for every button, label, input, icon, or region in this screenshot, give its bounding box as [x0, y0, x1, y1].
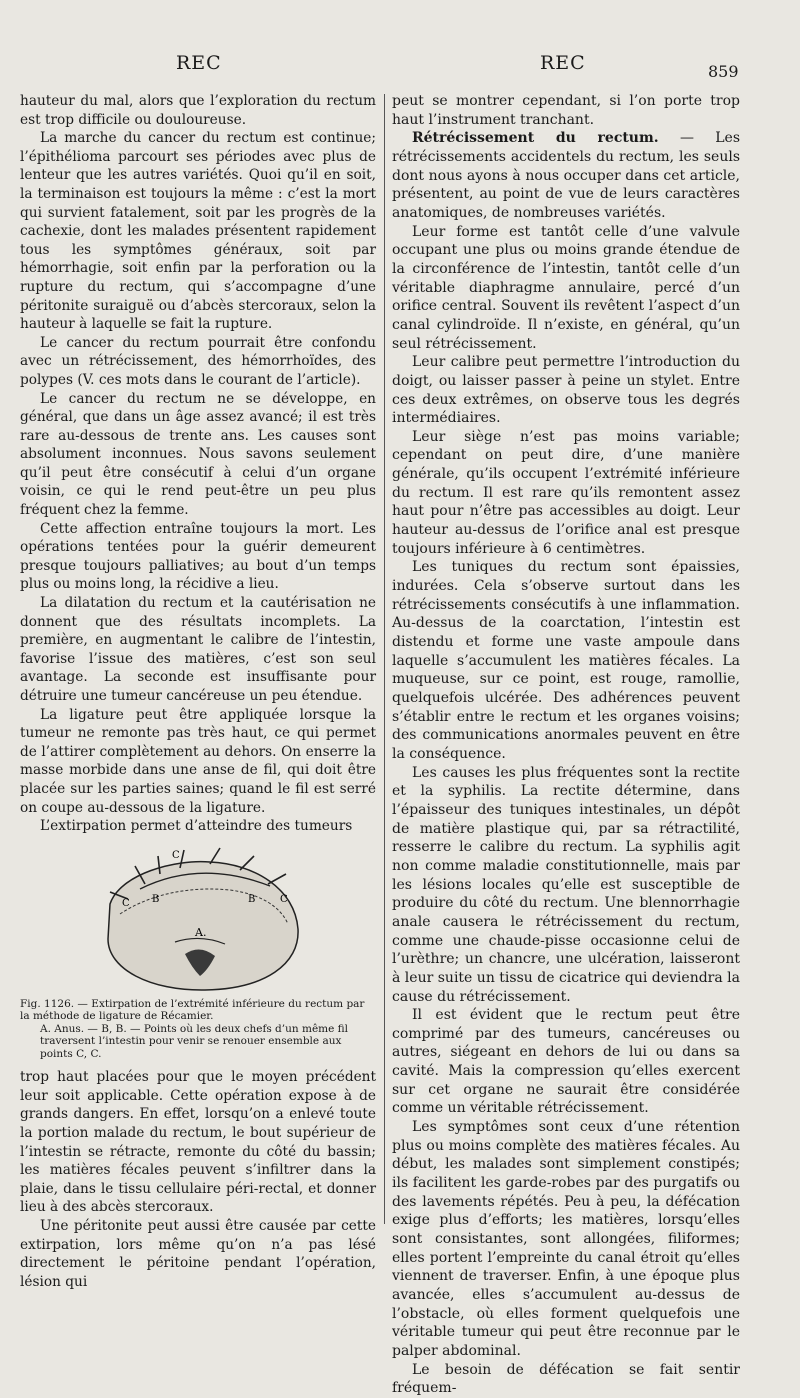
paragraph: Le cancer du rectum ne se développe, en général, que dans un âge assez avancé; il est très rare au-dessous de trente ans. Les causes sont absolument inconnues. Nous savons seulement qu’il peut être consécutif à celui d’un organe voisin, ce qui le rend peut-être un peu plus fréquent chez la femme.: [20, 390, 376, 519]
paragraph: Les causes les plus fréquentes sont la rectite et la syphilis. La rectite détermine, dans l’épaisseur des tuniques intestinales, un dépôt de matière plastique qui, par sa rétractilité, resserre le calibre du rectum. La syphilis agit non comme maladie constitutionnelle, mais par les lésions locales qu’elle est susceptible de produire du côté du rectum. Une blennorrhagie anale causera le rétrécissement du rectum, comme une chaude-pisse occasionne celui de l’urèthre; un chancre, une ulcération, laisseront à leur suite un tissu de cicatrice qui deviendra la cause du rétrécissement.: [392, 764, 740, 1005]
paragraph: Les symptômes sont ceux d’une rétention plus ou moins complète des matières fécales. Au début, les malades sont simplement constipés; ils facilitent les garde-robes par des purgatifs ou des lavements répétés. Peu à peu, la défécation exige plus d’efforts; les matières, lorsqu’elles sont consistantes, sont allongées, filiformes; elles portent l’empreinte du canal étroit qu’elles viennent de traverser. Enfin, à une époque plus avancée, elles s’accumulent au-dessus de l’obstacle, où elles forment quelquefois une véritable tumeur qui peut être reconnue par le palper abdominal.: [392, 1119, 740, 1359]
figure-label-c: C: [172, 849, 180, 861]
paragraph: Leur siège n’est pas moins variable; cependant on peut dire, d’une manière générale, qu’ils occupent l’extrémité inférieure du rectum. Il est rare qu’ils remontent assez haut pour n’être pas accessibles au doigt. Leur hauteur au-dessus de l’orifice anal est presque toujours inférieure à 6 centimètres.: [392, 428, 740, 557]
paragraph: trop haut placées pour que le moyen précédent leur soit applicable. Cette opération expose à de grands dangers. En effet, lorsqu’on a enlevé toute la portion malade du rectum, le bout supérieur de l’intestin se rétracte, remonte du côté du bassin; les matières fécales peuvent s’infiltrer dans la plaie, dans le tissu cellulaire péri-rectal, et donner lieu à des abcès stercoraux.: [20, 1069, 376, 1216]
running-head-left: REC: [176, 52, 222, 74]
right-column: [392, 92, 740, 1398]
paragraph: Leur forme est tantôt celle d’une valvule occupant une plus ou moins grande étendue de la circonférence de l’intestin, tantôt celle d’un véritable diaphragme annulaire, percé d’un orifice central. Souvent ils revêtent l’aspect d’un canal cylindroïde. Il n’existe, en général, qu’un seul rétrécissement.: [392, 223, 740, 352]
paragraph: Leur calibre peut permettre l’introduction du doigt, ou laisser passer à peine un stylet. Entre ces deux extrêmes, on observe tous les degrés intermédiaires.: [392, 354, 740, 427]
running-head-right: REC: [540, 52, 586, 74]
rectum-ligature-engraving: [80, 844, 320, 994]
paragraph: Les tuniques du rectum sont épaissies, indurées. Cela s’observe surtout dans les rétrécissements consécutifs à une inflammation. Au-dessus de la coarctation, l’intestin est distendu et forme une vaste ampoule dans laquelle s’accumulent les matières fécales. La muqueuse, sur ce point, est rouge, ramollie, quelquefois ulcérée. Des adhérences peuvent s’établir entre le rectum et les organes voisins; des communications anormales peuvent en être la conséquence.: [392, 559, 740, 762]
paragraph: La marche du cancer du rectum est continue; l’épithélioma parcourt ses périodes avec plus de lenteur que les autres variétés. Quoi qu’il en soit, la terminaison est toujours la même : c’est la mort qui survient fatalement, soit par les progrès de la cachexie, dont les malades présentent rapidement tous les symptômes généraux, soit par hémorrhagie, soit enfin par la perforation ou la rupture du rectum, qui s’accompagne d’une péritonite suraiguë ou d’abcès stercoraux, selon la hauteur à laquelle se fait la rupture.: [20, 130, 376, 333]
paragraph: Une péritonite peut aussi être causée par cette extirpation, lors même qu’on n’a pas lésé directement le péritoine pendant l’opération, lésion qui: [20, 1218, 376, 1290]
figure-label-b: B: [152, 893, 160, 905]
column-divider: [384, 94, 385, 1224]
paragraph-text: — Les rétrécissements accidentels du rectum, les seuls dont nous ayons à nous occuper dans cet article, présentent, au point de vue de leurs caractères anatomiques, de nombreuses variétés.: [392, 130, 741, 221]
paragraph: La ligature peut être appliquée lorsque la tumeur ne remonte pas très haut, ce qui permet de l’attirer complètement au dehors. On enserre la masse morbide dans une anse de fil, qui doit être placée sur les parties saines; quand le fil est serré on coupe au-dessous de la ligature.: [20, 706, 376, 816]
page-number: 859: [708, 62, 739, 81]
paragraph: Cette affection entraîne toujours la mort. Les opérations tentées pour la guérir demeurent presque toujours palliatives; au bout d’un temps plus ou moins long, la récidive a lieu.: [20, 520, 376, 593]
figure-label-a: A.: [195, 925, 207, 939]
figure-illustration: [20, 844, 376, 994]
paragraph: hauteur du mal, alors que l’exploration du rectum est trop difficile ou douloureuse.: [20, 93, 376, 128]
paragraph: Le cancer du rectum pourrait être confondu avec un rétrécissement, des hémorrhoïdes, des polypes (V. ces mots dans le courant de l’article).: [20, 334, 376, 388]
paragraph: La dilatation du rectum et la cautérisation ne donnent que des résultats incomplets. La première, en augmentant le calibre de l’intestin, favorise l’issue des matières, c’est son seul avantage. La seconde est insuffisante pour détruire une tumeur cancéreuse un peu étendue.: [20, 595, 376, 704]
paragraph: peut se montrer cependant, si l’on porte trop haut l’instrument tranchant.: [392, 93, 740, 128]
figure-caption: [20, 998, 376, 1061]
left-column: [20, 92, 376, 1291]
section-paragraph: [392, 129, 740, 222]
paragraph: Il est évident que le rectum peut être comprimé par des tumeurs, cancéreuses ou autres, siégeant en dehors de lui ou dans sa cavité. Mais la compression qu’elles exercent sur cet organe ne saurait être considérée comme un véritable rétrécissement.: [392, 1007, 740, 1117]
figure-label-c: C: [280, 893, 288, 905]
paragraph: L’extirpation permet d’atteindre des tumeurs: [40, 818, 353, 835]
figure-label-b: B: [248, 893, 256, 905]
caption-title: Fig. 1126. — Extirpation de l’extrémité inférieure du rectum par la méthode de ligature de Récamier.: [20, 997, 365, 1023]
section-heading: Rétrécissement du rectum.: [412, 130, 659, 147]
paragraph: Le besoin de défécation se fait sentir fréquem-: [392, 1361, 740, 1397]
caption-legend: A. Anus. — B, B. — Points où les deux chefs d’un même fil traversent l’intestin pour venir se renouer ensemble aux points C, C.: [40, 1022, 349, 1060]
figure-label-c: C: [122, 897, 130, 909]
